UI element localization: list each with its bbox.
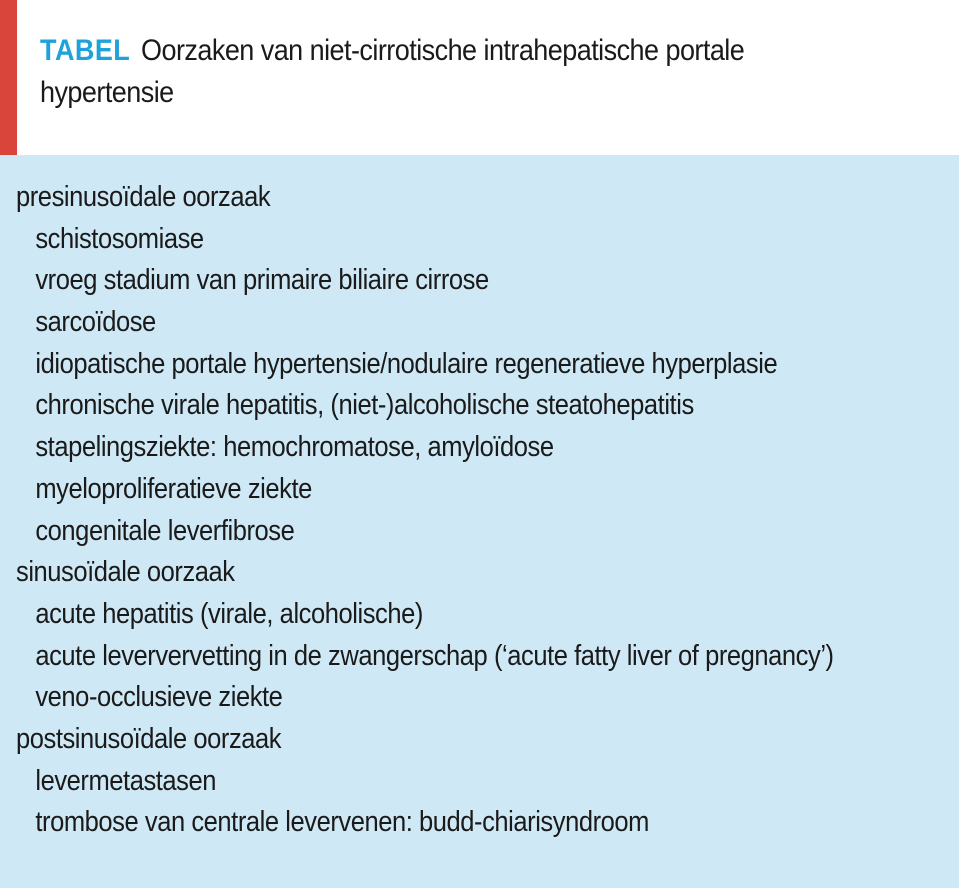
list-item: schistosomiase: [35, 222, 204, 255]
list-item: chronische virale hepatitis, (niet-)alcoholische steatohepatitis: [35, 389, 694, 422]
list-item: veno-occlusieve ziekte: [35, 681, 283, 714]
list-item: levermetastasen: [35, 764, 217, 797]
table-label: TABEL: [40, 34, 131, 67]
list-item: idiopatische portale hypertensie/nodulaire regeneratieve hyperplasie: [35, 347, 778, 380]
accent-bar: [0, 0, 17, 155]
table-title-text: Oorzaken van niet-cirrotische intrahepatische portale hypertensie: [40, 34, 745, 109]
table-content: [16, 177, 946, 844]
list-item: vroeg stadium van primaire biliaire cirrose: [35, 264, 489, 297]
list-item: acute hepatitis (virale, alcoholische): [35, 597, 423, 630]
section-heading: postsinusoïdale oorzaak: [16, 722, 282, 755]
section-heading: sinusoïdale oorzaak: [16, 556, 235, 589]
list-item: myeloproliferatieve ziekte: [35, 472, 312, 505]
list-item: acute leververvetting in de zwangerschap (‘acute fatty liver of pregnancy’): [35, 639, 834, 672]
list-item: congenitale leverfibrose: [35, 514, 295, 547]
table-header: [0, 0, 959, 155]
section-heading: presinusoïdale oorzaak: [16, 181, 271, 213]
list-item: trombose van centrale levervenen: budd-chiarisyndroom: [35, 806, 649, 839]
list-item: sarcoïdose: [35, 306, 156, 339]
list-item: stapelingsziekte: hemochromatose, amyloïdose: [35, 431, 554, 464]
table-title: [40, 30, 832, 114]
